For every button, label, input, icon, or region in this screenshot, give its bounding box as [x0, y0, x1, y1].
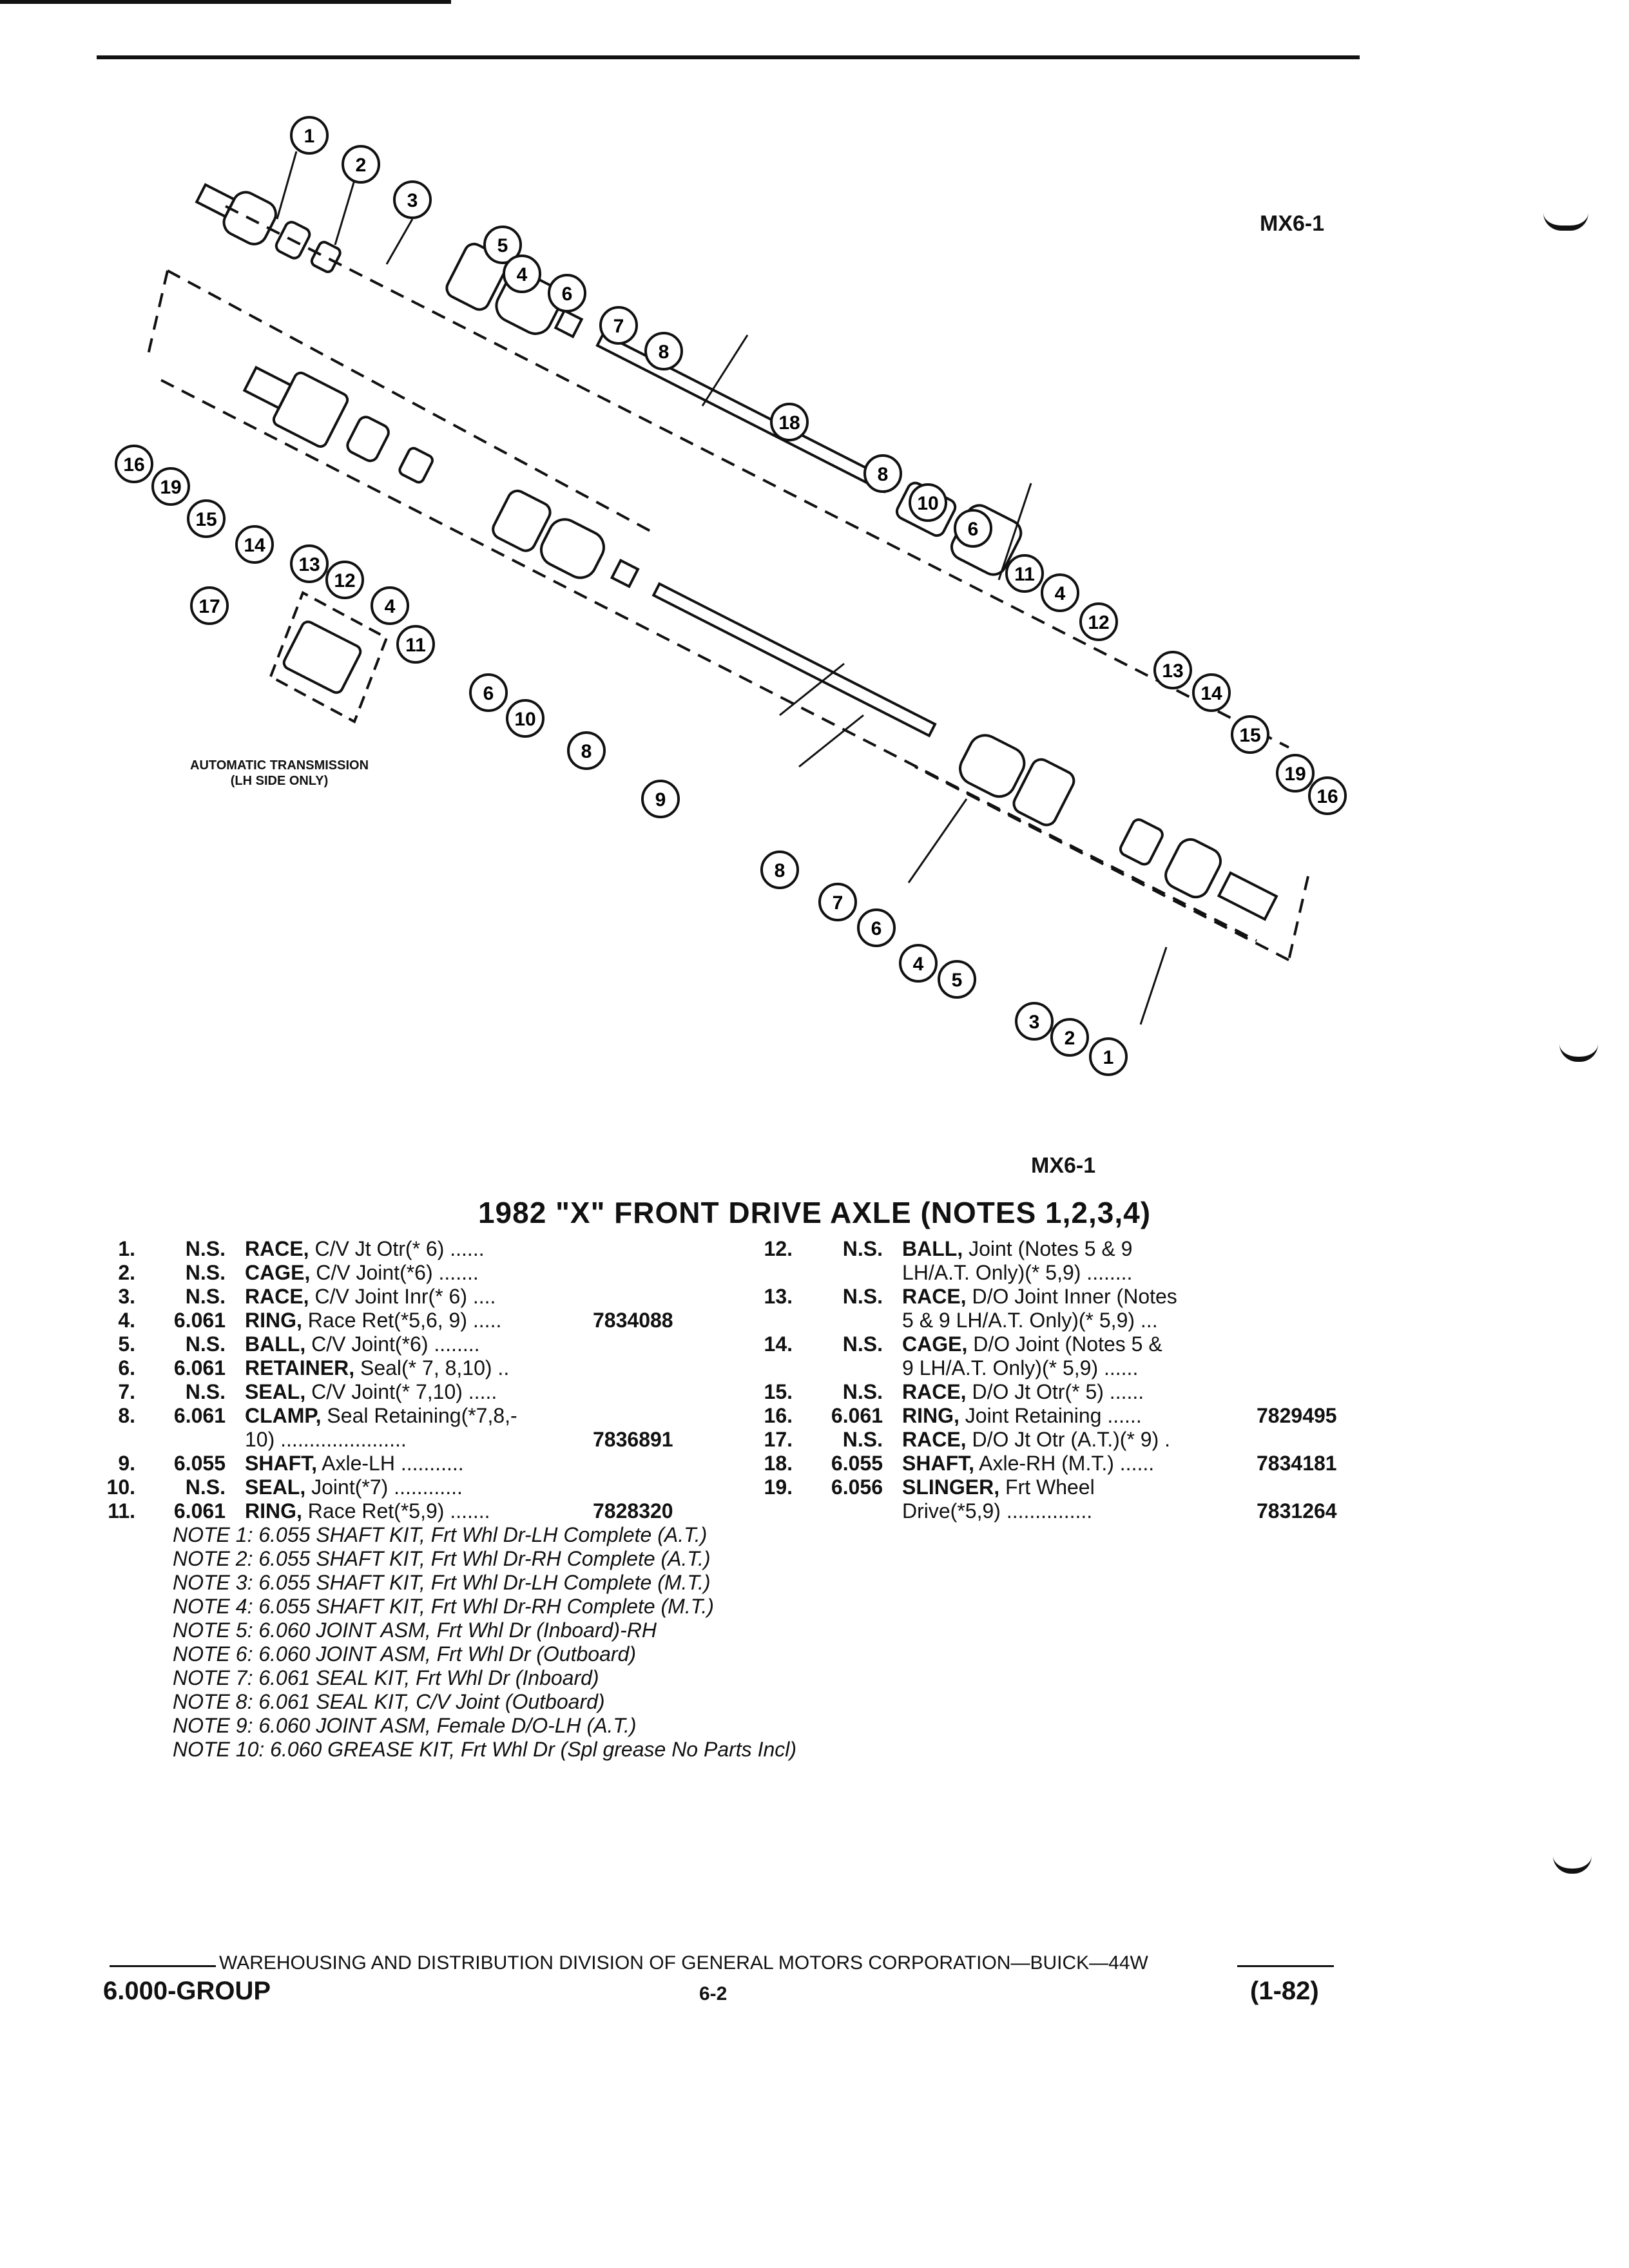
- part-name: BALL,: [245, 1332, 306, 1356]
- part-description: [245, 1428, 407, 1452]
- part-name: RACE,: [245, 1237, 309, 1260]
- callout-number: 4: [912, 954, 924, 975]
- callout-number: 19: [1284, 764, 1306, 785]
- note: NOTE 3: 6.055 SHAFT KIT, Frt Whl Dr-LH Complete (M.T.): [173, 1571, 711, 1594]
- part-number: 9.: [118, 1452, 135, 1475]
- part-number: 17.: [764, 1428, 793, 1451]
- parts-list-left: [90, 1237, 747, 1523]
- note: NOTE 7: 6.061 SEAL KIT, Frt Whl Dr (Inboard): [173, 1666, 599, 1689]
- part-description: [902, 1380, 1144, 1404]
- part-number: 4.: [118, 1309, 135, 1332]
- part-row: [90, 1237, 747, 1261]
- part-row: [90, 1452, 747, 1475]
- part-description: [245, 1261, 479, 1285]
- part-detail: C/V Jt Otr(* 6) ......: [314, 1237, 485, 1260]
- callout-number: 15: [195, 509, 217, 530]
- callout-number: 5: [497, 235, 508, 256]
- part-description: [902, 1356, 1138, 1380]
- callout-number: 2: [355, 155, 367, 176]
- part-description: [245, 1452, 464, 1475]
- callout-number: 1: [304, 126, 315, 147]
- part-description: [902, 1428, 1170, 1452]
- catalog-part-number: 7831264: [1257, 1499, 1337, 1523]
- part-number: 16.: [764, 1404, 793, 1427]
- part-number: 13.: [764, 1285, 793, 1308]
- callout-number: 13: [298, 554, 320, 575]
- part-number: 18.: [764, 1452, 793, 1475]
- part-row: [747, 1499, 1366, 1523]
- footer-division: WAREHOUSING AND DISTRIBUTION DIVISION OF GENERAL MOTORS CORPORATION—BUICK—44W: [219, 1952, 1148, 1974]
- callout-number: 8: [774, 860, 786, 881]
- callout-number: 9: [655, 789, 666, 811]
- note: NOTE 6: 6.060 JOINT ASM, Frt Whl Dr (Outboard): [173, 1642, 636, 1666]
- part-group: 6.056: [831, 1475, 883, 1499]
- diagram-ref-top: MX6-1: [1260, 211, 1325, 236]
- part-detail: Joint Retaining ......: [965, 1404, 1142, 1427]
- part-detail: C/V Joint(*6) ........: [311, 1332, 480, 1356]
- part-row: [90, 1332, 747, 1356]
- callout-number: 4: [384, 596, 396, 617]
- part-number: 1.: [118, 1237, 135, 1260]
- part-name: RING,: [245, 1309, 302, 1332]
- callout-number: 2: [1064, 1028, 1075, 1049]
- header-rule: [97, 55, 1360, 59]
- part-description: [245, 1356, 509, 1380]
- callout-number: 13: [1162, 660, 1184, 682]
- part-group: N.S.: [185, 1261, 226, 1284]
- note: NOTE 1: 6.055 SHAFT KIT, Frt Whl Dr-LH Complete (A.T.): [173, 1523, 708, 1546]
- part-detail: 9 LH/A.T. Only)(* 5,9) ......: [902, 1356, 1139, 1379]
- part-description: [245, 1237, 485, 1261]
- catalog-part-number: 7829495: [1257, 1404, 1337, 1427]
- part-row: [747, 1261, 1366, 1285]
- callout-number: 8: [877, 464, 889, 485]
- callout-number: 14: [244, 535, 265, 556]
- catalog-part-number: 7836891: [593, 1428, 673, 1451]
- part-name: RING,: [902, 1404, 959, 1427]
- part-number: 5.: [118, 1332, 135, 1356]
- part-row: [747, 1428, 1366, 1452]
- part-group: N.S.: [842, 1237, 883, 1260]
- part-group: N.S.: [842, 1428, 883, 1451]
- callout-number: 19: [160, 477, 182, 498]
- page-title: 1982 "X" FRONT DRIVE AXLE (NOTES 1,2,3,4): [477, 1196, 1152, 1229]
- part-name: RACE,: [902, 1428, 967, 1451]
- part-row: [90, 1356, 747, 1380]
- part-description: [902, 1237, 1132, 1261]
- part-description: [902, 1475, 1095, 1499]
- callout-number: 3: [1028, 1012, 1040, 1033]
- part-description: [245, 1380, 497, 1404]
- part-number: 11.: [108, 1499, 135, 1523]
- part-detail: Drive(*5,9) ...............: [902, 1499, 1093, 1523]
- callout-number: 16: [123, 454, 145, 476]
- callout-number: 6: [871, 918, 882, 939]
- part-detail: Race Ret(*5,6, 9) .....: [307, 1309, 502, 1332]
- edge-mark-3: [1553, 1856, 1592, 1874]
- callout-number: 10: [917, 493, 939, 514]
- note: NOTE 4: 6.055 SHAFT KIT, Frt Whl Dr-RH Complete (M.T.): [173, 1595, 714, 1618]
- note: NOTE 10: 6.060 GREASE KIT, Frt Whl Dr (Spl grease No Parts Incl): [173, 1738, 797, 1761]
- part-group: N.S.: [185, 1475, 226, 1499]
- edge-mark-2: [1559, 1044, 1598, 1062]
- part-description: [902, 1452, 1154, 1475]
- part-name: CAGE,: [902, 1332, 968, 1356]
- part-detail: LH/A.T. Only)(* 5,9) ........: [902, 1261, 1133, 1284]
- catalog-part-number: 7828320: [593, 1499, 673, 1523]
- part-row: [747, 1475, 1366, 1499]
- part-number: 7.: [118, 1380, 135, 1403]
- part-group: N.S.: [185, 1380, 226, 1403]
- callout-number: 12: [1088, 612, 1110, 633]
- part-name: RACE,: [245, 1285, 309, 1308]
- part-detail: Axle-RH (M.T.) ......: [979, 1452, 1155, 1475]
- part-name: RACE,: [902, 1380, 967, 1403]
- callout-number: 1: [1103, 1047, 1114, 1068]
- part-row: [747, 1237, 1366, 1261]
- callout-number: 17: [198, 596, 220, 617]
- part-group: 6.061: [831, 1404, 883, 1427]
- part-name: SLINGER,: [902, 1475, 1000, 1499]
- part-group: N.S.: [185, 1237, 226, 1260]
- part-row: [90, 1261, 747, 1285]
- callout-number: 6: [561, 284, 573, 305]
- exploded-view-diagram: [103, 97, 1392, 1102]
- part-row: [90, 1380, 747, 1404]
- part-detail: Race Ret(*5,9) .......: [307, 1499, 490, 1523]
- part-row: [90, 1404, 747, 1428]
- part-row: [747, 1380, 1366, 1404]
- part-name: CAGE,: [245, 1261, 311, 1284]
- callout-number: 11: [405, 635, 426, 656]
- auto-trans-label: [190, 758, 369, 789]
- part-detail: Seal(* 7, 8,10) ..: [360, 1356, 510, 1379]
- note: NOTE 8: 6.061 SEAL KIT, C/V Joint (Outboard): [173, 1690, 605, 1713]
- callout-number: 3: [407, 190, 418, 211]
- note: NOTE 9: 6.060 JOINT ASM, Female D/O-LH (A.T.): [173, 1714, 637, 1737]
- part-group: N.S.: [842, 1332, 883, 1356]
- part-description: [245, 1499, 490, 1523]
- top-edge-line: [0, 0, 451, 4]
- part-group: 6.061: [173, 1309, 226, 1332]
- part-group: 6.055: [173, 1452, 226, 1475]
- notes-list: [173, 1523, 796, 1762]
- callout-number: 7: [613, 316, 624, 337]
- part-name: SEAL,: [245, 1380, 306, 1403]
- part-number: 14.: [764, 1332, 793, 1356]
- callout-number: 12: [334, 570, 356, 591]
- part-row: [90, 1428, 747, 1452]
- parts-list-right: [747, 1237, 1366, 1523]
- part-row: [747, 1332, 1366, 1356]
- part-name: SHAFT,: [245, 1452, 317, 1475]
- part-detail: D/O Jt Otr(* 5) ......: [972, 1380, 1144, 1403]
- callout-number: 15: [1239, 725, 1261, 746]
- part-row: [747, 1404, 1366, 1428]
- callout-number: 5: [951, 970, 963, 991]
- part-name: RETAINER,: [245, 1356, 355, 1379]
- part-name: SHAFT,: [902, 1452, 974, 1475]
- callout-number: 6: [967, 519, 979, 540]
- part-description: [902, 1404, 1142, 1428]
- part-number: 6.: [118, 1356, 135, 1379]
- callout-number: 14: [1200, 683, 1222, 704]
- part-number: 12.: [764, 1237, 793, 1260]
- part-row: [747, 1309, 1366, 1332]
- callout-number: 10: [514, 709, 536, 730]
- footer-rule-left: [110, 1965, 216, 1967]
- part-description: [902, 1285, 1177, 1309]
- part-detail: C/V Joint(*6) .......: [316, 1261, 479, 1284]
- footer-page-number: 6-2: [699, 1983, 728, 2004]
- part-group: 6.055: [831, 1452, 883, 1475]
- edge-mark-1: [1543, 213, 1588, 231]
- part-detail: Axle-LH ...........: [322, 1452, 464, 1475]
- part-description: [902, 1332, 1162, 1356]
- part-number: 2.: [118, 1261, 135, 1284]
- part-group: N.S.: [842, 1380, 883, 1403]
- part-group: 6.061: [173, 1356, 226, 1379]
- part-number: 15.: [764, 1380, 793, 1403]
- callout-number: 8: [658, 341, 670, 363]
- catalog-part-number: 7834181: [1257, 1452, 1337, 1475]
- part-number: 19.: [764, 1475, 793, 1499]
- part-description: [245, 1285, 496, 1309]
- part-group: 6.061: [173, 1404, 226, 1427]
- part-number: 10.: [106, 1475, 135, 1499]
- footer-group: 6.000-GROUP: [103, 1977, 271, 2005]
- callout-number: 4: [1054, 583, 1066, 604]
- part-detail: Seal Retaining(*7,8,-: [327, 1404, 517, 1427]
- part-group: 6.061: [173, 1499, 226, 1523]
- part-detail: 10) ......................: [245, 1428, 407, 1451]
- part-description: [902, 1261, 1132, 1285]
- callout-number: 8: [581, 741, 592, 762]
- part-detail: Joint (Notes 5 & 9: [969, 1237, 1133, 1260]
- callout-number: 6: [483, 683, 494, 704]
- callout-number: 11: [1014, 564, 1035, 585]
- part-name: RING,: [245, 1499, 302, 1523]
- note: NOTE 2: 6.055 SHAFT KIT, Frt Whl Dr-RH Complete (A.T.): [173, 1547, 711, 1570]
- callout-number: 4: [516, 264, 528, 285]
- part-group: N.S.: [842, 1285, 883, 1308]
- part-row: [90, 1285, 747, 1309]
- part-detail: C/V Joint(* 7,10) .....: [311, 1380, 497, 1403]
- part-description: [245, 1475, 463, 1499]
- part-description: [245, 1332, 480, 1356]
- part-description: [245, 1309, 501, 1332]
- part-name: BALL,: [902, 1237, 963, 1260]
- catalog-part-number: 7834088: [593, 1309, 673, 1332]
- part-row: [90, 1475, 747, 1499]
- part-name: SEAL,: [245, 1475, 306, 1499]
- callout-number: 18: [778, 412, 800, 434]
- part-row: [90, 1499, 747, 1523]
- callout-number: 16: [1316, 786, 1338, 807]
- part-description: [245, 1404, 517, 1428]
- note: NOTE 5: 6.060 JOINT ASM, Frt Whl Dr (Inboard)-RH: [173, 1619, 657, 1642]
- part-detail: Joint(*7) ............: [311, 1475, 463, 1499]
- part-group: N.S.: [185, 1285, 226, 1308]
- part-row: [747, 1285, 1366, 1309]
- part-row: [747, 1452, 1366, 1475]
- diagram-ref-bottom: MX6-1: [1031, 1153, 1096, 1178]
- part-detail: C/V Joint Inr(* 6) ....: [314, 1285, 496, 1308]
- part-row: [747, 1356, 1366, 1380]
- part-detail: 5 & 9 LH/A.T. Only)(* 5,9) ...: [902, 1309, 1158, 1332]
- auto-trans-line2: (LH SIDE ONLY): [230, 774, 329, 788]
- footer-rule-right: [1237, 1965, 1334, 1967]
- callout-number: 7: [832, 892, 843, 914]
- auto-trans-line1: AUTOMATIC TRANSMISSION: [190, 758, 369, 773]
- part-number: 3.: [118, 1285, 135, 1308]
- part-number: 8.: [118, 1404, 135, 1427]
- part-description: [902, 1499, 1092, 1523]
- part-detail: Frt Wheel: [1005, 1475, 1095, 1499]
- part-detail: D/O Jt Otr (A.T.)(* 9) .: [972, 1428, 1171, 1451]
- part-row: [90, 1309, 747, 1332]
- part-group: N.S.: [185, 1332, 226, 1356]
- part-description: [902, 1309, 1158, 1332]
- part-detail: D/O Joint (Notes 5 &: [973, 1332, 1162, 1356]
- footer-date: (1-82): [1250, 1977, 1319, 2005]
- part-detail: D/O Joint Inner (Notes: [972, 1285, 1177, 1308]
- part-name: CLAMP,: [245, 1404, 322, 1427]
- part-name: RACE,: [902, 1285, 967, 1308]
